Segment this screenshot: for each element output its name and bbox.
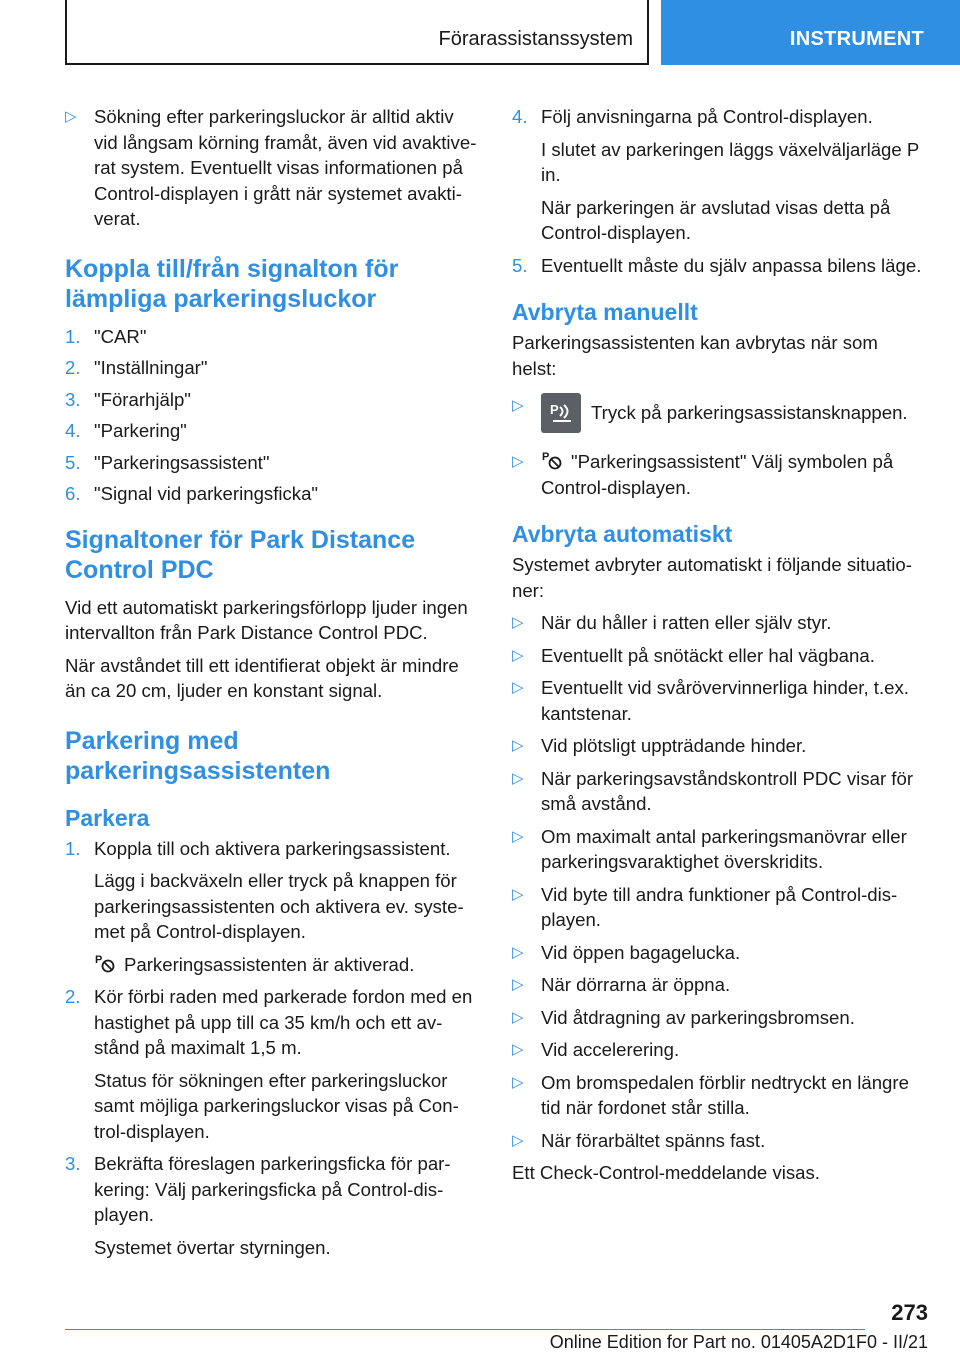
list-item-text: Vid accelerering. <box>541 1039 680 1060</box>
svg-text:P: P <box>542 451 550 463</box>
page-number: 273 <box>891 1300 928 1325</box>
svg-text:P: P <box>95 953 103 966</box>
triangle-right-icon: ▷ <box>512 827 524 845</box>
list-item <box>512 643 927 669</box>
footer-divider <box>65 1329 865 1330</box>
list-item <box>512 766 927 817</box>
step-number: 6. <box>65 483 81 504</box>
step-text: Bekräfta föreslagen parkeringsficka för par-kering: Välj parkeringsficka på Control-dis-playen. <box>94 1153 451 1225</box>
svg-text:P: P <box>550 402 559 417</box>
list-item <box>512 1005 927 1031</box>
list-item-text: Om bromspedalen förblir nedtryckt en längre tid när fordonet står stilla. <box>541 1071 909 1118</box>
header-section-title: Förarassistanssystem <box>438 28 633 50</box>
pdc-paragraph-1: Vid ett automatiskt parkeringsförlopp ljuder ingen intervallton från Park Distance Control PDC. <box>65 596 468 643</box>
list-item-text: Om maximalt antal parkeringsmanövrar eller parkeringsvaraktighet överskridits. <box>541 825 907 872</box>
pdc-paragraph-2: När avståndet till ett identifierat objekt är mindre än ca 20 cm, ljuder en konstant signal. <box>65 654 459 701</box>
auto-cancel-list <box>512 610 927 1153</box>
parking-assistant-icon <box>94 952 116 974</box>
step-text: Kör förbi raden med parkerade fordon med en hastighet på upp till ca 35 km/h och ett av-stånd på maximalt 1,5 m. <box>94 986 473 1058</box>
parking-assistant-icon <box>541 449 563 471</box>
list-item <box>512 1037 927 1063</box>
triangle-right-icon: ▷ <box>512 1131 524 1149</box>
step-item <box>65 984 480 1061</box>
step-text: "Inställningar" <box>94 357 208 378</box>
step-number: 3. <box>65 1153 81 1174</box>
outro-text: Ett Check-Control-meddelande visas. <box>512 1162 820 1183</box>
list-item-text: Eventuellt på snötäckt eller hal vägbana. <box>541 644 875 666</box>
heading-auto-cancel: Avbryta automatiskt <box>512 521 733 547</box>
list-item-text: När dörrarna är öppna. <box>541 974 731 995</box>
list-item <box>512 824 927 875</box>
list-item <box>512 1128 927 1154</box>
list-item <box>512 393 927 433</box>
manual-bullet-1-text: Tryck på parkeringsassistansknappen. <box>591 402 908 423</box>
step-number: 1. <box>65 325 81 347</box>
list-item-text: När parkeringsavståndskontroll PDC visar för små avstånd. <box>541 767 914 814</box>
list-item <box>65 481 480 507</box>
step-number: 2. <box>65 986 81 1007</box>
triangle-right-icon: ▷ <box>512 614 524 631</box>
step-note: Lägg i backväxeln eller tryck på knappen för parkeringsassistenten och aktivera ev. syste-met på Control-displayen. <box>94 870 464 942</box>
list-item-text: Vid åtdragning av parkeringsbromsen. <box>541 1006 855 1028</box>
right-column <box>512 104 927 1193</box>
list-item <box>65 324 480 350</box>
step-text: Följ anvisningarna på Control-displayen. <box>541 106 873 127</box>
step-note: I slutet av parkeringen läggs växelväljarläge P in. <box>541 138 919 185</box>
step-text: "Parkering" <box>94 420 187 441</box>
list-item-text: Vid byte till andra funktioner på Control-dis-playen. <box>541 883 898 930</box>
list-item-text: När du håller i ratten eller själv styr. <box>541 612 832 633</box>
list-item <box>512 972 927 998</box>
triangle-right-icon: ▷ <box>65 108 77 125</box>
header-chapter-box <box>661 0 960 65</box>
triangle-right-icon: ▷ <box>512 1073 524 1091</box>
manual-intro: Parkeringsassistenten kan avbrytas när som helst: <box>512 332 878 379</box>
left-column <box>65 104 480 1267</box>
page-header <box>0 0 960 66</box>
triangle-right-icon: ▷ <box>512 646 524 664</box>
step-item <box>512 104 927 130</box>
list-item <box>512 675 927 726</box>
triangle-right-icon: ▷ <box>512 943 524 961</box>
list-item <box>65 104 480 232</box>
step-number: 4. <box>512 106 528 127</box>
heading-manual-cancel: Avbryta manuellt <box>512 299 698 325</box>
step-item <box>512 253 927 279</box>
list-item <box>512 733 927 759</box>
triangle-right-icon: ▷ <box>512 1008 524 1026</box>
edition-text: Online Edition for Part no. 01405A2D1F0 - II/21 <box>549 1332 928 1352</box>
auto-intro: Systemet avbryter automatiskt i följande situatio-ner: <box>512 554 912 601</box>
heading-signal: Koppla till/från signalton för lämpliga parkeringsluckor <box>65 254 399 313</box>
triangle-right-icon: ▷ <box>512 679 524 696</box>
step-number: 2. <box>65 357 81 378</box>
list-item-text: Vid öppen bagagelucka. <box>541 941 741 963</box>
heading-parking-assistant: Parkering med parkeringsassistenten <box>65 726 331 785</box>
list-item <box>512 882 927 933</box>
list-item-text: När förarbältet spänns fast. <box>541 1129 766 1151</box>
footer-edition <box>550 1332 928 1353</box>
triangle-right-icon: ▷ <box>512 1041 524 1058</box>
list-item-text: Eventuellt vid svårövervinnerliga hinder, t.ex. kantstenar. <box>541 677 909 724</box>
step-text: "Parkeringsassistent" <box>94 451 270 473</box>
step-item <box>65 836 480 862</box>
step-number: 4. <box>65 420 81 441</box>
header-section-box <box>65 0 649 65</box>
triangle-right-icon: ▷ <box>512 885 524 903</box>
step-item <box>65 1151 480 1228</box>
intro-bullet-text: Sökning efter parkeringsluckor är alltid aktiv vid långsam körning framåt, även vid avaktive-rat system. Eventuellt visas informationen på Control-displayen i grått när systemet avakti-verat. <box>94 106 477 229</box>
list-item <box>65 450 480 476</box>
list-item-text: Vid plötsligt uppträdande hinder. <box>541 735 807 756</box>
step-text: Koppla till och aktivera parkeringsassistent. <box>94 837 451 859</box>
list-item <box>512 610 927 636</box>
step-text: "CAR" <box>94 325 147 347</box>
step-note: När parkeringen är avslutad visas detta på Control-displayen. <box>541 196 891 243</box>
triangle-right-icon: ▷ <box>512 453 524 470</box>
header-chapter-title: INSTRUMENT <box>789 28 924 50</box>
triangle-right-icon: ▷ <box>512 397 524 414</box>
step-text: "Förarhjälp" <box>94 388 191 410</box>
heading-pdc: Signaltoner för Park Distance Control PDC <box>65 525 416 584</box>
signal-steps-list <box>65 324 480 507</box>
step-number: 1. <box>65 837 81 859</box>
step-number: 3. <box>65 388 81 410</box>
triangle-right-icon: ▷ <box>512 976 524 993</box>
list-item <box>512 449 927 500</box>
list-item <box>65 387 480 413</box>
list-item <box>65 418 480 444</box>
step-text: Eventuellt måste du själv anpassa bilens läge. <box>541 254 922 276</box>
step-note: Status för sökningen efter parkeringsluckor samt möjliga parkeringsluckor visas på Con-trol-displayen. <box>94 1069 459 1142</box>
step-text: "Signal vid parkeringsficka" <box>94 483 319 504</box>
list-item <box>65 355 480 381</box>
heading-parkera: Parkera <box>65 804 150 831</box>
step-number: 5. <box>512 254 528 276</box>
manual-bullet-2-text: "Parkeringsassistent" Välj symbolen på Control-displayen. <box>541 451 894 498</box>
triangle-right-icon: ▷ <box>512 769 524 787</box>
step-icon-note-text: Parkeringsassistenten är aktiverad. <box>124 953 415 975</box>
step-number: 5. <box>65 451 81 473</box>
step-note: Systemet övertar styrningen. <box>94 1236 331 1258</box>
list-item <box>512 1070 927 1121</box>
parking-assist-button-icon <box>541 393 581 433</box>
triangle-right-icon: ▷ <box>512 737 524 754</box>
step-icon-note <box>65 952 480 978</box>
list-item <box>512 940 927 966</box>
